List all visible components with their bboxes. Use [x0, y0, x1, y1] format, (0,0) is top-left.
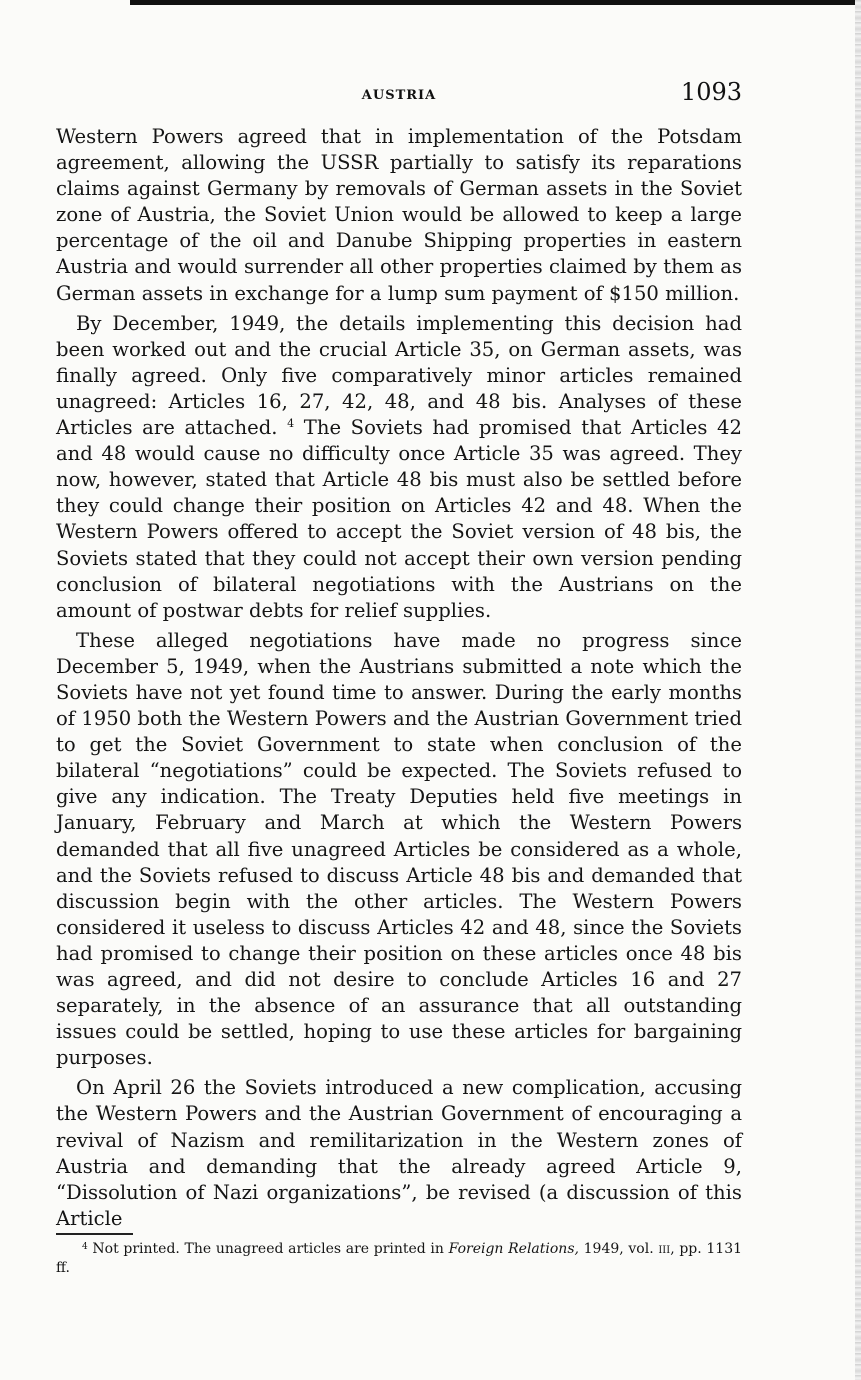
page-edge-binding — [855, 0, 861, 1380]
running-head — [56, 78, 742, 114]
paragraph-4: On April 26 the Soviets introduced a new complication, accusing the Western Powers and the Austrian Government of encouraging a revival of Nazism and remilitarization in the Western zones of Austria and demanding that the already agreed Article 9, “Dissolution of Nazi organizations”, be revised (a discussion of this Article — [56, 1076, 742, 1230]
paragraph-2-before: By December, 1949, the details implementing this decision had been worked out and the crucial Article 35, on German assets, was finally agreed. Only five comparatively minor articles remained unagreed: Articles 16, 27, 42, 48, and 48 bis. Analyses of these Articles are attached. — [56, 311, 742, 440]
section-title: AUSTRIA — [361, 88, 437, 103]
footnote — [56, 1240, 742, 1278]
footnote-title: Foreign Relations, — [448, 1241, 579, 1257]
paragraph-2-after: The Soviets had promised that Articles 42 and 48 would cause no difficulty once Article 35 was agreed. They now, however, stated that Article 48 bis must also be settled before they could change their position on Articles 42 and 48. When the Western Powers offered to accept the Soviet version of 48 bis, the Soviets stated that they could not accept their own version pending conclusion of bilateral negotiations with the Austrians on the amount of postwar debts for relief supplies. — [56, 416, 742, 622]
paragraph-3: These alleged negotiations have made no progress since December 5, 1949, when the Austrians submitted a note which the Soviets have not yet found time to answer. During the early months of 1950 both the Western Powers and the Austrian Government tried to get the Soviet Government to state when conclusion of the bilateral “negotiations” could be expected. The Soviets refused to give any indication. The Treaty Deputies held five meetings in January, February and March at which the Western Powers demanded that all five unagreed Articles be considered as a whole, and the Soviets refused to discuss Article 48 bis and demanded that discussion begin with the other articles. The Western Powers considered it useless to discuss Articles 42 and 48, since the Soviets had promised to change their position on these articles once 48 bis was agreed, and did not desire to conclude Articles 16 and 27 separately, in the absence of an assurance that all outstanding issues could be settled, hoping to use these articles for bargaining purposes. — [56, 628, 742, 1070]
footnote-reference[interactable]: 4 — [287, 417, 295, 431]
footnote-text-after: , pp. 1131 ff. — [56, 1241, 743, 1276]
footnote-text-before: Not printed. The unagreed articles are printed in — [92, 1241, 444, 1257]
page-number: 1093 — [680, 78, 742, 106]
footnote-marker: 4 — [82, 1242, 88, 1252]
footnote-volume: iii — [658, 1241, 671, 1257]
footnote-text-middle: 1949, vol. — [583, 1241, 654, 1257]
paragraph-2 — [56, 311, 742, 624]
paragraph-1: Western Powers agreed that in implementation of the Potsdam agreement, allowing the USSR partially to satisfy its reparations claims against Germany by removals of German assets in the Soviet zone of Austria, the Soviet Union would be allowed to keep a large percentage of the oil and Danube Shipping properties in eastern Austria and would surrender all other properties claimed by them as German assets in exchange for a lump sum payment of $150 million. — [56, 125, 742, 305]
body-text — [56, 124, 742, 1236]
footnote-separator — [56, 1233, 133, 1235]
top-border-rule — [130, 0, 861, 5]
